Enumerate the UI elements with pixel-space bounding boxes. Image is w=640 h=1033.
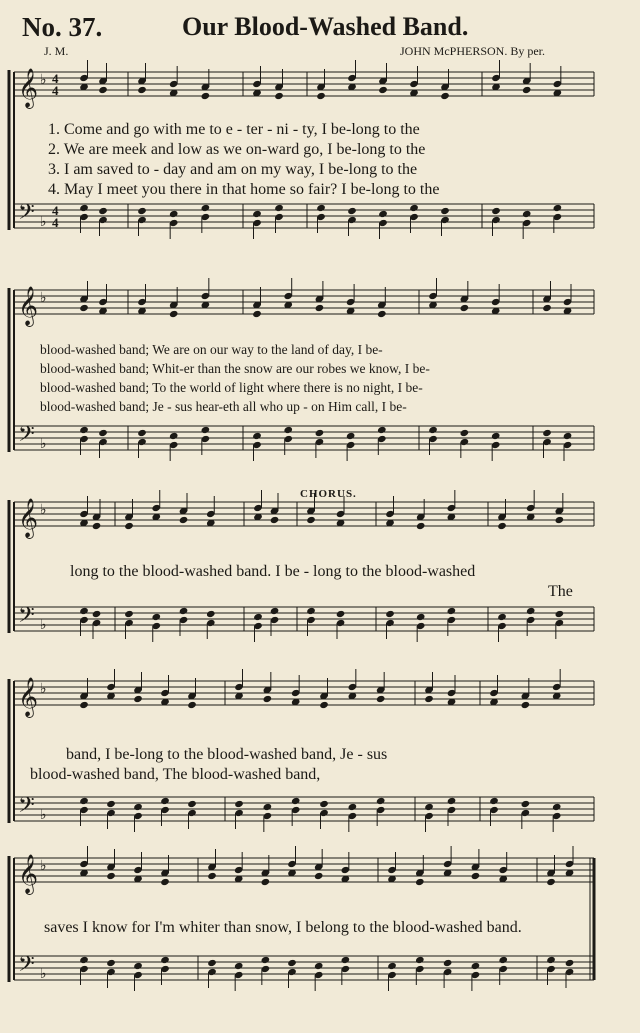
chorus-lyric-line-1: long to the blood-washed band. I be - long to the blood-washed: [70, 563, 476, 580]
note-head: [346, 432, 356, 440]
note-head: [409, 204, 419, 212]
note-head: [314, 872, 324, 880]
flat-icon: ♭: [40, 72, 47, 88]
note-head: [79, 426, 89, 434]
final-lyric-line: saves I know for I'm whiter than snow, I belong to the blood-washed band.: [44, 919, 522, 936]
treble-clef-icon: 𝄞: [18, 498, 39, 538]
flat-icon: ♭: [40, 807, 47, 823]
note-head: [542, 429, 552, 437]
hymn-title: Our Blood-Washed Band.: [182, 12, 469, 41]
note-head: [124, 610, 134, 618]
note-head: [270, 516, 280, 524]
note-head: [179, 607, 189, 615]
note-head: [497, 522, 507, 530]
note-head: [160, 878, 170, 886]
note-head: [336, 610, 346, 618]
note-head: [424, 803, 434, 811]
note-head: [160, 956, 170, 964]
verse-2-line: 2. We are meek and low as we on-ward go, I be-long to the: [48, 141, 426, 158]
note-head: [553, 204, 563, 212]
note-head: [234, 800, 244, 808]
note-head: [79, 797, 89, 805]
note-head: [201, 92, 211, 100]
note-head: [234, 962, 244, 970]
note-head: [79, 304, 89, 312]
note-head: [79, 956, 89, 964]
note-head: [428, 426, 438, 434]
note-head: [314, 962, 324, 970]
verse-4-line-2: blood-washed band; Je - sus hear-eth all who up - on Him call, I be-: [40, 399, 407, 414]
note-head: [261, 956, 271, 964]
note-head: [555, 610, 565, 618]
note-head: [378, 86, 388, 94]
note-head: [124, 522, 134, 530]
note-head: [376, 695, 386, 703]
note-head: [491, 432, 501, 440]
note-head: [315, 429, 325, 437]
note-head: [526, 607, 536, 615]
treble-clef-icon: 𝄞: [18, 677, 39, 717]
note-head: [319, 800, 329, 808]
note-head: [270, 607, 280, 615]
note-head: [348, 803, 358, 811]
note-head: [79, 204, 89, 212]
treble-clef-icon: 𝄞: [18, 286, 39, 326]
note-head: [169, 210, 179, 218]
verse-1-line-2: blood-washed band; We are on our way to the land of day, I be-: [40, 342, 383, 357]
verse-4-line: 4. May I meet you there in that home so fair? I be-long to the: [48, 181, 440, 198]
note-head: [263, 803, 273, 811]
note-head: [206, 610, 216, 618]
note-head: [521, 701, 531, 709]
note-head: [546, 956, 556, 964]
note-head: [416, 613, 426, 621]
note-head: [283, 426, 293, 434]
note-head: [424, 695, 434, 703]
note-head: [416, 522, 426, 530]
flat-icon: ♭: [40, 617, 47, 633]
bass-clef-icon: 𝄢: [18, 603, 35, 633]
flat-icon: ♭: [40, 966, 47, 982]
note-head: [261, 878, 271, 886]
note-head: [447, 797, 457, 805]
note-head: [187, 800, 197, 808]
note-head: [201, 426, 211, 434]
note-head: [106, 959, 116, 967]
note-head: [169, 432, 179, 440]
note-head: [552, 803, 562, 811]
note-head: [377, 426, 387, 434]
note-head: [385, 610, 395, 618]
note-head: [274, 204, 284, 212]
note-head: [443, 959, 453, 967]
note-head: [92, 522, 102, 530]
note-head: [207, 872, 217, 880]
note-head: [137, 429, 147, 437]
note-head: [287, 959, 297, 967]
note-head: [460, 429, 470, 437]
note-head: [201, 204, 211, 212]
note-head: [521, 800, 531, 808]
note-head: [316, 204, 326, 212]
note-head: [137, 207, 147, 215]
note-head: [106, 872, 116, 880]
note-head: [415, 878, 425, 886]
note-head: [440, 92, 450, 100]
note-head: [460, 304, 470, 312]
note-head: [347, 207, 357, 215]
note-head: [92, 610, 102, 618]
note-head: [274, 92, 284, 100]
note-head: [79, 701, 89, 709]
flat-icon: ♭: [40, 502, 47, 518]
note-head: [151, 613, 161, 621]
bass-clef-icon: 𝄢: [18, 200, 35, 230]
note-head: [497, 613, 507, 621]
note-head: [79, 607, 89, 615]
chorus-lyric-line-3: band, I be-long to the blood-washed band, Je - sus: [66, 746, 388, 763]
note-head: [263, 695, 273, 703]
note-head: [98, 429, 108, 437]
flat-icon: ♭: [40, 214, 47, 230]
composer-credit: JOHN McPHERSON. By per.: [400, 44, 546, 58]
note-head: [133, 803, 143, 811]
note-head: [377, 310, 387, 318]
time-signature: 4: [52, 83, 59, 98]
time-signature: 4: [52, 215, 59, 230]
note-head: [315, 304, 325, 312]
note-head: [546, 878, 556, 886]
note-head: [179, 516, 189, 524]
flat-icon: ♭: [40, 858, 47, 874]
note-head: [187, 701, 197, 709]
note-head: [378, 210, 388, 218]
note-head: [376, 797, 386, 805]
note-head: [253, 613, 263, 621]
note-head: [133, 962, 143, 970]
note-head: [498, 956, 508, 964]
note-head: [440, 207, 450, 215]
note-head: [98, 207, 108, 215]
chorus-lyric-line-4: blood-washed band, The blood-washed band,: [30, 766, 321, 783]
note-head: [415, 956, 425, 964]
note-head: [316, 92, 326, 100]
note-head: [133, 695, 143, 703]
note-head: [137, 86, 147, 94]
note-head: [341, 956, 351, 964]
verse-2-line-2: blood-washed band; Whit-er than the snow are our robes we know, I be-: [40, 361, 430, 376]
time-signature: 4: [52, 203, 59, 218]
note-head: [491, 207, 501, 215]
note-head: [306, 607, 316, 615]
verse-3-line: 3. I am saved to - day and am on my way, I be-long to the: [48, 161, 418, 178]
note-head: [522, 210, 532, 218]
note-head: [471, 872, 481, 880]
bass-clef-icon: 𝄢: [18, 952, 35, 982]
treble-clef-icon: 𝄞: [18, 854, 39, 894]
verse-3-line-2: blood-washed band; To the world of light where there is no night, I be-: [40, 380, 423, 395]
hymn-number: No. 37.: [22, 12, 103, 42]
note-head: [252, 310, 262, 318]
note-head: [306, 516, 316, 524]
note-head: [98, 86, 108, 94]
note-head: [565, 959, 575, 967]
note-head: [169, 310, 179, 318]
note-head: [160, 797, 170, 805]
note-head: [563, 432, 573, 440]
note-head: [387, 962, 397, 970]
note-head: [555, 516, 565, 524]
note-head: [207, 959, 217, 967]
author-credit: J. M.: [44, 44, 69, 58]
chorus-label: CHORUS.: [300, 488, 357, 500]
note-head: [471, 962, 481, 970]
verse-1-line: 1. Come and go with me to e - ter - ni - ty, I be-long to the: [48, 121, 420, 138]
note-head: [489, 797, 499, 805]
bass-clef-icon: 𝄢: [18, 422, 35, 452]
flat-icon: ♭: [40, 681, 47, 697]
flat-icon: ♭: [40, 290, 47, 306]
chorus-lyric-line-2: The: [548, 583, 573, 600]
flat-icon: ♭: [40, 436, 47, 452]
note-head: [447, 607, 457, 615]
note-head: [252, 210, 262, 218]
note-head: [319, 701, 329, 709]
treble-clef-icon: 𝄞: [18, 68, 39, 108]
note-head: [252, 432, 262, 440]
note-head: [542, 304, 552, 312]
note-head: [291, 797, 301, 805]
bass-clef-icon: 𝄢: [18, 793, 35, 823]
time-signature: 4: [52, 71, 59, 86]
note-head: [106, 800, 116, 808]
note-head: [522, 86, 532, 94]
